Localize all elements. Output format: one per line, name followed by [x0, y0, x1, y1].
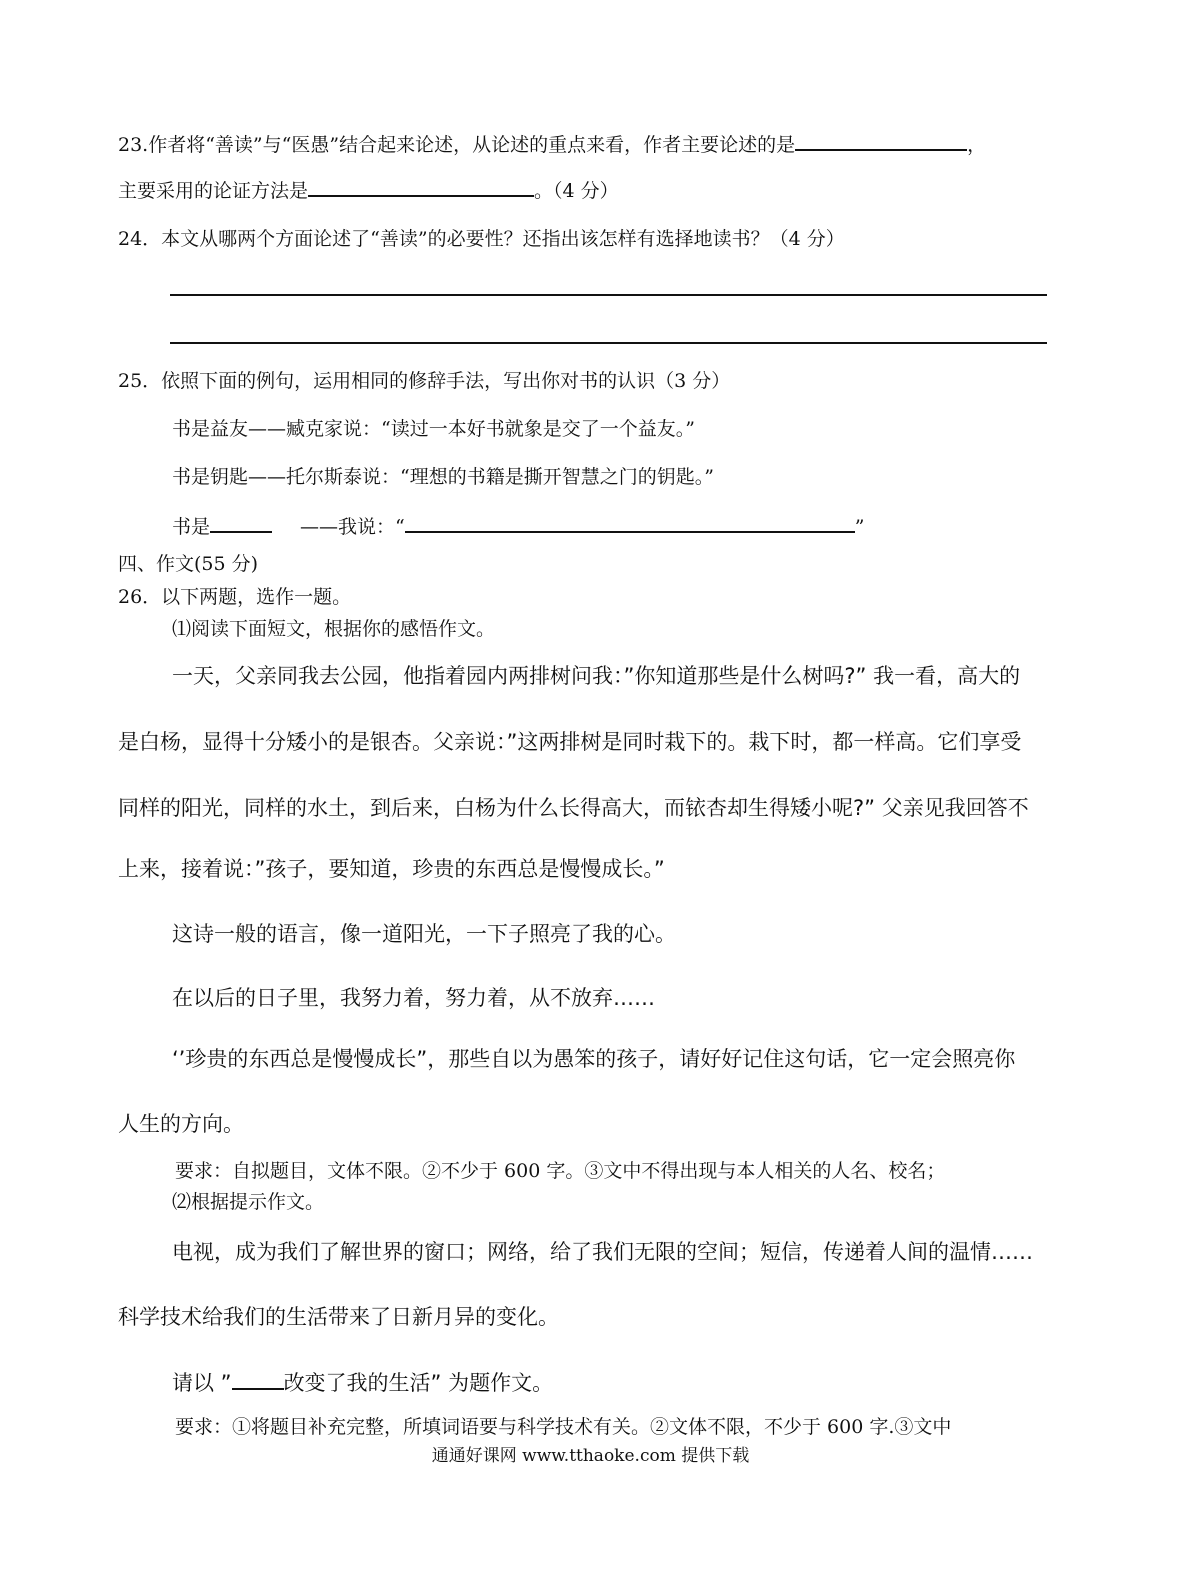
q23-text: 23.作者将“善读”与“医愚”结合起来论述，从论述的重点来看，作者主要论述的是	[118, 134, 796, 156]
q24-text: 24．本文从哪两个方面论述了“善读”的必要性？还指出该怎样有选择地读书？（4 分）	[118, 228, 845, 250]
prompt-line1: 电视，成为我们了解世界的窗口；网络，给了我们无限的空间；短信，传递着人间的温情……	[172, 1240, 1033, 1264]
story-p1-line2: 是白杨，显得十分矮小的是银杏。父亲说：”这两排树是同时栽下的。栽下时，都一样高。它们享受	[118, 730, 1022, 754]
option1-text: ⑴阅读下面短文，根据你的感悟作文。	[172, 618, 496, 640]
q26-text: 26．以下两题，选作一题。	[118, 586, 352, 608]
essay-title-line: 请以 ” 改变了我的生活” 为题作文。	[172, 1368, 553, 1395]
requirement-2: 要求：①将题目补充完整，所填词语要与科学技术有关。②文体不限，不少于 600 字.③文中	[175, 1416, 952, 1438]
story-p3: 在以后的日子里，我努力着，努力着，从不放弃……	[172, 986, 655, 1010]
story-p1-line1: 一天，父亲同我去公园，他指着园内两排树问我：”你知道那些是什么树吗?” 我一看，高大的	[172, 664, 1021, 688]
essay-title-blank[interactable]	[232, 1368, 284, 1390]
story-p1-line4: 上来，接着说：”孩子，要知道，珍贵的东西总是慢慢成长。”	[118, 857, 665, 881]
q25-example-1: 书是益友——臧克家说：“读过一本好书就象是交了一个益友。”	[172, 418, 695, 440]
story-p2: 这诗一般的语言，像一道阳光，一下子照亮了我的心。	[172, 922, 676, 946]
prompt-line2: 科学技术给我们的生活带来了日新月异的变化。	[118, 1305, 559, 1329]
q23-line1: 23.作者将“善读”与“医愚”结合起来论述，从论述的重点来看，作者主要论述的是 ，	[118, 131, 986, 157]
q25-example-2: 书是钥匙——托尔斯泰说：“理想的书籍是撕开智慧之门的钥匙。”	[172, 466, 714, 488]
q24-answer-line-1[interactable]	[170, 294, 1047, 296]
story-p1-line3: 同样的阳光，同样的水土，到后来，白杨为什么长得高大，而铱杏却生得矮小呢?” 父亲见我回答不	[118, 796, 1029, 820]
section4-heading: 四、作文(55 分)	[118, 553, 259, 575]
story-p4-line2: 人生的方向。	[118, 1112, 244, 1136]
story-p4-line1: ‘’珍贵的东西总是慢慢成长”，那些自以为愚笨的孩子，请好好记住这句话，它一定会照亮你	[172, 1047, 1016, 1071]
requirement-1: 要求：自拟题目，文体不限。②不少于 600 字。③文中不得出现与本人相关的人名、校名；	[175, 1160, 946, 1182]
page-footer: 通通好课网 www.tthaoke.com 提供下载	[431, 1446, 750, 1466]
q24-answer-line-2[interactable]	[170, 342, 1047, 344]
q23-blank-1[interactable]	[795, 131, 967, 151]
q25-fill-line: 书是 ——我说：“ ”	[172, 513, 864, 539]
q23-blank-2[interactable]	[308, 177, 534, 197]
q25-blank-2[interactable]	[405, 513, 855, 533]
q25-text: 25．依照下面的例句，运用相同的修辞手法，写出你对书的认识（3 分）	[118, 370, 731, 392]
q25-blank-1[interactable]	[210, 513, 272, 533]
q23-line2: 主要采用的论证方法是 。（4 分）	[118, 177, 619, 203]
option2-text: ⑵根据提示作文。	[172, 1191, 325, 1213]
